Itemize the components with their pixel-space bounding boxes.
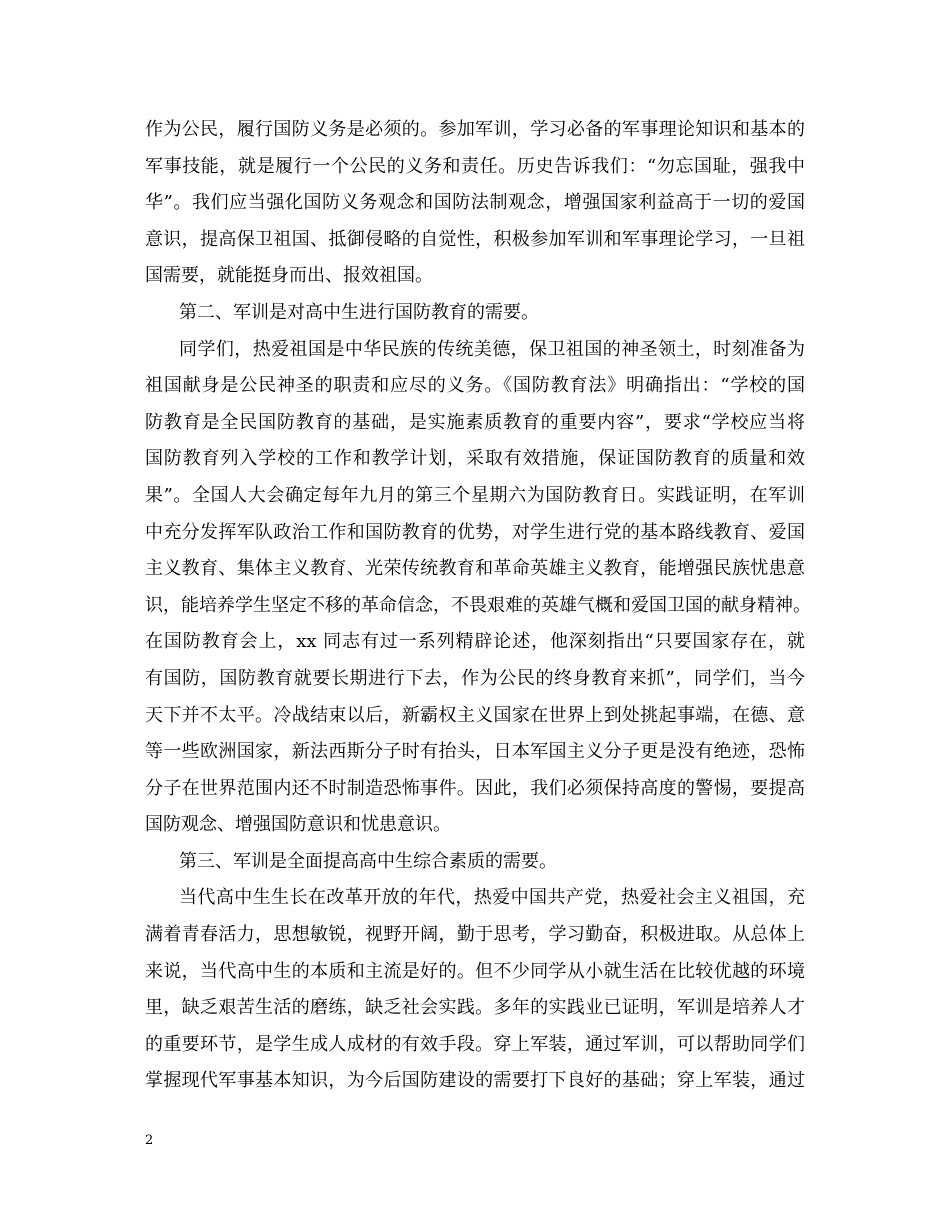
text-line: 识，能培养学生坚定不移的革命信念，不畏艰难的英雄气概和爱国卫国的献身精神。 [145, 594, 811, 616]
text-line: 同学们，热爱祖国是中华民族的传统美德，保卫祖国的神圣领土，时刻准备为 [179, 338, 805, 360]
text-line: 国防教育列入学校的工作和教学计划，采取有效措施，保证国防教育的质量和效 [145, 448, 805, 470]
text-line: 掌握现代军事基本知识，为今后国防建设的需要打下良好的基础；穿上军装，通过 [145, 1070, 805, 1092]
text-line: 国防观念、增强国防意识和忧患意识。 [145, 814, 451, 836]
text-line: 分子在世界范围内还不时制造恐怖事件。因此，我们必须保持高度的警惕，要提高 [145, 777, 805, 799]
text-line: 的重要环节，是学生成人成材的有效手段。穿上军装，通过军训，可以帮助同学们 [145, 1033, 805, 1055]
text-line: 意识，提高保卫祖国、抵御侵略的自觉性，积极参加军训和军事理论学习，一旦祖 [145, 228, 805, 250]
text-line: 来说，当代高中生的本质和主流是好的。但不少同学从小就生活在比较优越的环境 [145, 960, 805, 982]
text-line: 防教育是全民国防教育的基础，是实施素质教育的重要内容”，要求“学校应当将 [145, 411, 805, 433]
text-line: 果”。全国人大会确定每年九月的第三个星期六为国防教育日。实践证明，在军训 [145, 484, 805, 506]
text-line: 国需要，就能挺身而出、报效祖国。 [145, 265, 433, 287]
text-line: 天下并不太平。冷战结束以后，新霸权主义国家在世界上到处挑起事端，在德、意 [145, 704, 805, 726]
text-line: 满着青春活力，思想敏锐，视野开阔，勤于思考，学习勤奋，积极进取。从总体上 [145, 924, 805, 946]
text-line: 主义教育、集体主义教育、光荣传统教育和革命英雄主义教育，能增强民族忧患意 [145, 558, 805, 580]
body-text [145, 112, 811, 1100]
text-line: 华”。我们应当强化国防义务观念和国防法制观念，增强国家利益高于一切的爱国 [145, 192, 805, 214]
text-line: 作为公民，履行国防义务是必须的。参加军训，学习必备的军事理论知识和基本的 [145, 119, 805, 140]
text-line: 军事技能，就是履行一个公民的义务和责任。历史告诉我们：“勿忘国耻，强我中 [145, 155, 805, 177]
page-number: 2 [145, 1133, 154, 1148]
text-line: 有国防，国防教育就要长期进行下去，作为公民的终身教育来抓”，同学们，当今 [145, 667, 805, 689]
text-line: 在国防教育会上，xx 同志有过一系列精辟论述，他深刻指出“只要国家存在，就 [145, 631, 805, 653]
text-line: 等一些欧洲国家，新法西斯分子时有抬头，日本军国主义分子更是没有绝迹，恐怖 [145, 741, 805, 763]
text-line: 祖国献身是公民神圣的职责和应尽的义务。《国防教育法》明确指出：“学校的国 [145, 375, 805, 397]
text-line: 中充分发挥军队政治工作和国防教育的优势，对学生进行党的基本路线教育、爱国 [145, 521, 805, 543]
text-line: 里，缺乏艰苦生活的磨练，缺乏社会实践。多年的实践业已证明，军训是培养人才 [145, 997, 805, 1019]
section-heading: 第三、军训是全面提高高中生综合素质的需要。 [179, 850, 557, 872]
section-heading: 第二、军训是对高中生进行国防教育的需要。 [179, 301, 539, 323]
text-line: 当代高中生生长在改革开放的年代，热爱中国共产党，热爱社会主义祖国，充 [179, 887, 805, 909]
